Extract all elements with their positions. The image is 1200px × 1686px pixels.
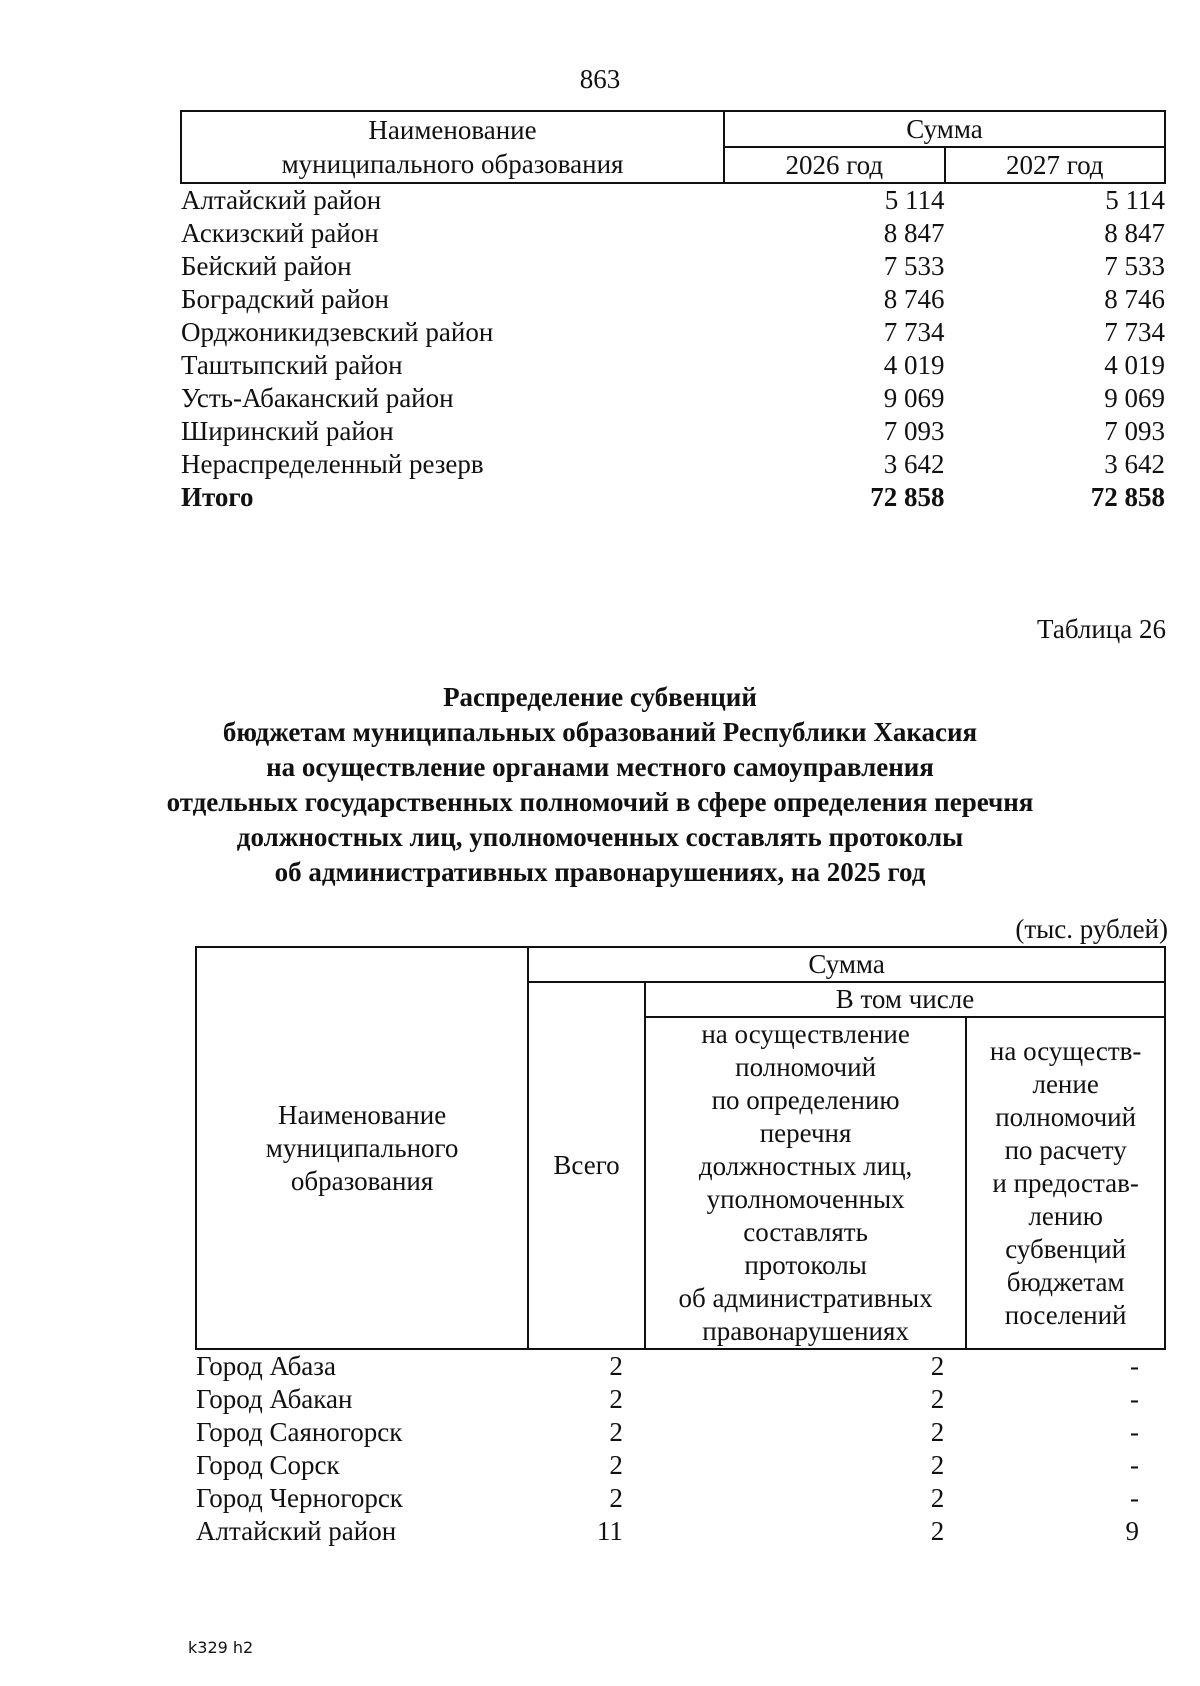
table-row xyxy=(196,1383,1165,1416)
amount-cell: 7 533 xyxy=(1104,251,1165,281)
municipality-cell: Город Саяногорск xyxy=(196,1417,403,1447)
header-sum-2: Сумма xyxy=(528,947,1165,982)
subsidy-table-2025 xyxy=(195,946,1166,1548)
amount-cell: 2 xyxy=(930,1384,945,1414)
amount-cell: 3 642 xyxy=(883,449,945,479)
header-sum: Сумма xyxy=(724,111,1165,147)
table-row xyxy=(196,1449,1165,1482)
table-row xyxy=(181,415,1165,448)
municipality-cell: Город Абаза xyxy=(196,1351,336,1381)
total-row xyxy=(181,481,1165,514)
amount-cell: 8 847 xyxy=(1104,218,1165,248)
table-row xyxy=(181,250,1165,283)
header-municipality: Наименование муниципального образования xyxy=(181,111,724,183)
table-row xyxy=(181,349,1165,382)
municipality-cell: Город Черногорск xyxy=(196,1483,403,1513)
amount-cell: 2 xyxy=(609,1417,623,1447)
municipality-cell: Алтайский район xyxy=(196,1516,397,1546)
amount-cell: 4 019 xyxy=(883,350,945,380)
table-row xyxy=(196,1482,1165,1515)
amount-cell: 8 746 xyxy=(883,284,945,314)
amount-cell: 2 xyxy=(930,1417,945,1447)
header-col-b: на осуществ- ление полномочий по расчету и предостав- лению субвенций бюджетам поселений xyxy=(966,1017,1165,1349)
amount-cell: 5 114 xyxy=(1105,185,1165,215)
table-row xyxy=(181,283,1165,316)
municipality-cell: Орджоникидзевский район xyxy=(181,317,494,347)
table-row xyxy=(196,1349,1165,1383)
header-year-2027: 2027 год xyxy=(945,147,1166,183)
municipality-cell: Аскизский район xyxy=(181,218,379,248)
amount-cell: 9 069 xyxy=(883,383,945,413)
amount-cell: - xyxy=(1130,1351,1139,1381)
municipality-cell: Город Абакан xyxy=(196,1384,353,1414)
amount-cell: 2 xyxy=(609,1450,623,1480)
amount-cell: - xyxy=(1130,1384,1139,1414)
municipality-cell: Итого xyxy=(181,482,254,512)
amount-cell: 7 093 xyxy=(883,416,945,446)
table-row xyxy=(181,382,1165,415)
subsidy-table-2026-2027 xyxy=(180,110,1166,514)
amount-cell: 9 069 xyxy=(1104,383,1165,413)
table-title: Распределение субвенций бюджетам муниципальных образований Республики Хакасия на осуществление органами местного самоуправления отдельных государственных полномочий в сфере определения перечня должностных лиц, уполномоченных составлять протоколы об административных правонарушениях, на 2025 год xyxy=(166,682,1034,887)
amount-cell: 2 xyxy=(930,1516,945,1546)
header-municipality-2: Наименование муниципального образования xyxy=(196,947,528,1349)
amount-cell: 2 xyxy=(930,1483,945,1513)
page-number: 863 xyxy=(579,64,621,94)
table-row xyxy=(196,1416,1165,1449)
amount-cell: 7 734 xyxy=(883,317,945,347)
table-row xyxy=(181,183,1165,217)
table-row xyxy=(181,217,1165,250)
municipality-cell: Город Сорск xyxy=(196,1450,340,1480)
amount-cell: 2 xyxy=(609,1384,623,1414)
amount-cell: - xyxy=(1130,1483,1139,1513)
header-year-2026: 2026 год xyxy=(724,147,944,183)
table-row xyxy=(196,1515,1165,1548)
amount-cell: 2 xyxy=(930,1450,945,1480)
units-label: (тыс. рублей) xyxy=(1015,914,1168,944)
municipality-cell: Таштыпский район xyxy=(181,350,403,380)
municipality-cell: Бейский район xyxy=(181,251,352,281)
amount-cell: 8 847 xyxy=(883,218,945,248)
amount-cell: 2 xyxy=(609,1351,623,1381)
table2-body xyxy=(196,1349,1165,1548)
table-row xyxy=(181,448,1165,481)
amount-cell: 4 019 xyxy=(1104,350,1165,380)
header-col-a: на осуществление полномочий по определению перечня должностных лиц, уполномоченных составлять протоколы об административных правонарушениях xyxy=(645,1017,966,1349)
municipality-cell: Ширинский район xyxy=(181,416,394,446)
municipality-cell: Алтайский район xyxy=(181,185,382,215)
amount-cell: 3 642 xyxy=(1104,449,1165,479)
table-caption: Таблица 26 xyxy=(1037,614,1166,644)
footer-code: k329 h2 xyxy=(188,1638,254,1657)
amount-cell: 5 114 xyxy=(884,185,945,215)
amount-cell: 8 746 xyxy=(1104,284,1165,314)
amount-cell: 2 xyxy=(930,1351,945,1381)
amount-cell: - xyxy=(1130,1450,1139,1480)
amount-cell: 7 093 xyxy=(1104,416,1165,446)
municipality-cell: Боградский район xyxy=(181,284,389,314)
municipality-cell: Нераспределенный резерв xyxy=(181,449,484,479)
amount-cell: 7 734 xyxy=(1104,317,1165,347)
amount-cell: 11 xyxy=(596,1516,623,1546)
municipality-cell: Усть-Абаканский район xyxy=(181,383,454,413)
table-row xyxy=(181,316,1165,349)
amount-cell: 72 858 xyxy=(1090,482,1165,512)
header-including: В том числе xyxy=(645,982,1165,1017)
table1-body xyxy=(181,183,1165,514)
amount-cell: 9 xyxy=(1125,1516,1139,1546)
amount-cell: - xyxy=(1130,1417,1139,1447)
amount-cell: 2 xyxy=(609,1483,623,1513)
amount-cell: 7 533 xyxy=(883,251,945,281)
header-total: Всего xyxy=(528,982,645,1349)
amount-cell: 72 858 xyxy=(870,482,945,512)
